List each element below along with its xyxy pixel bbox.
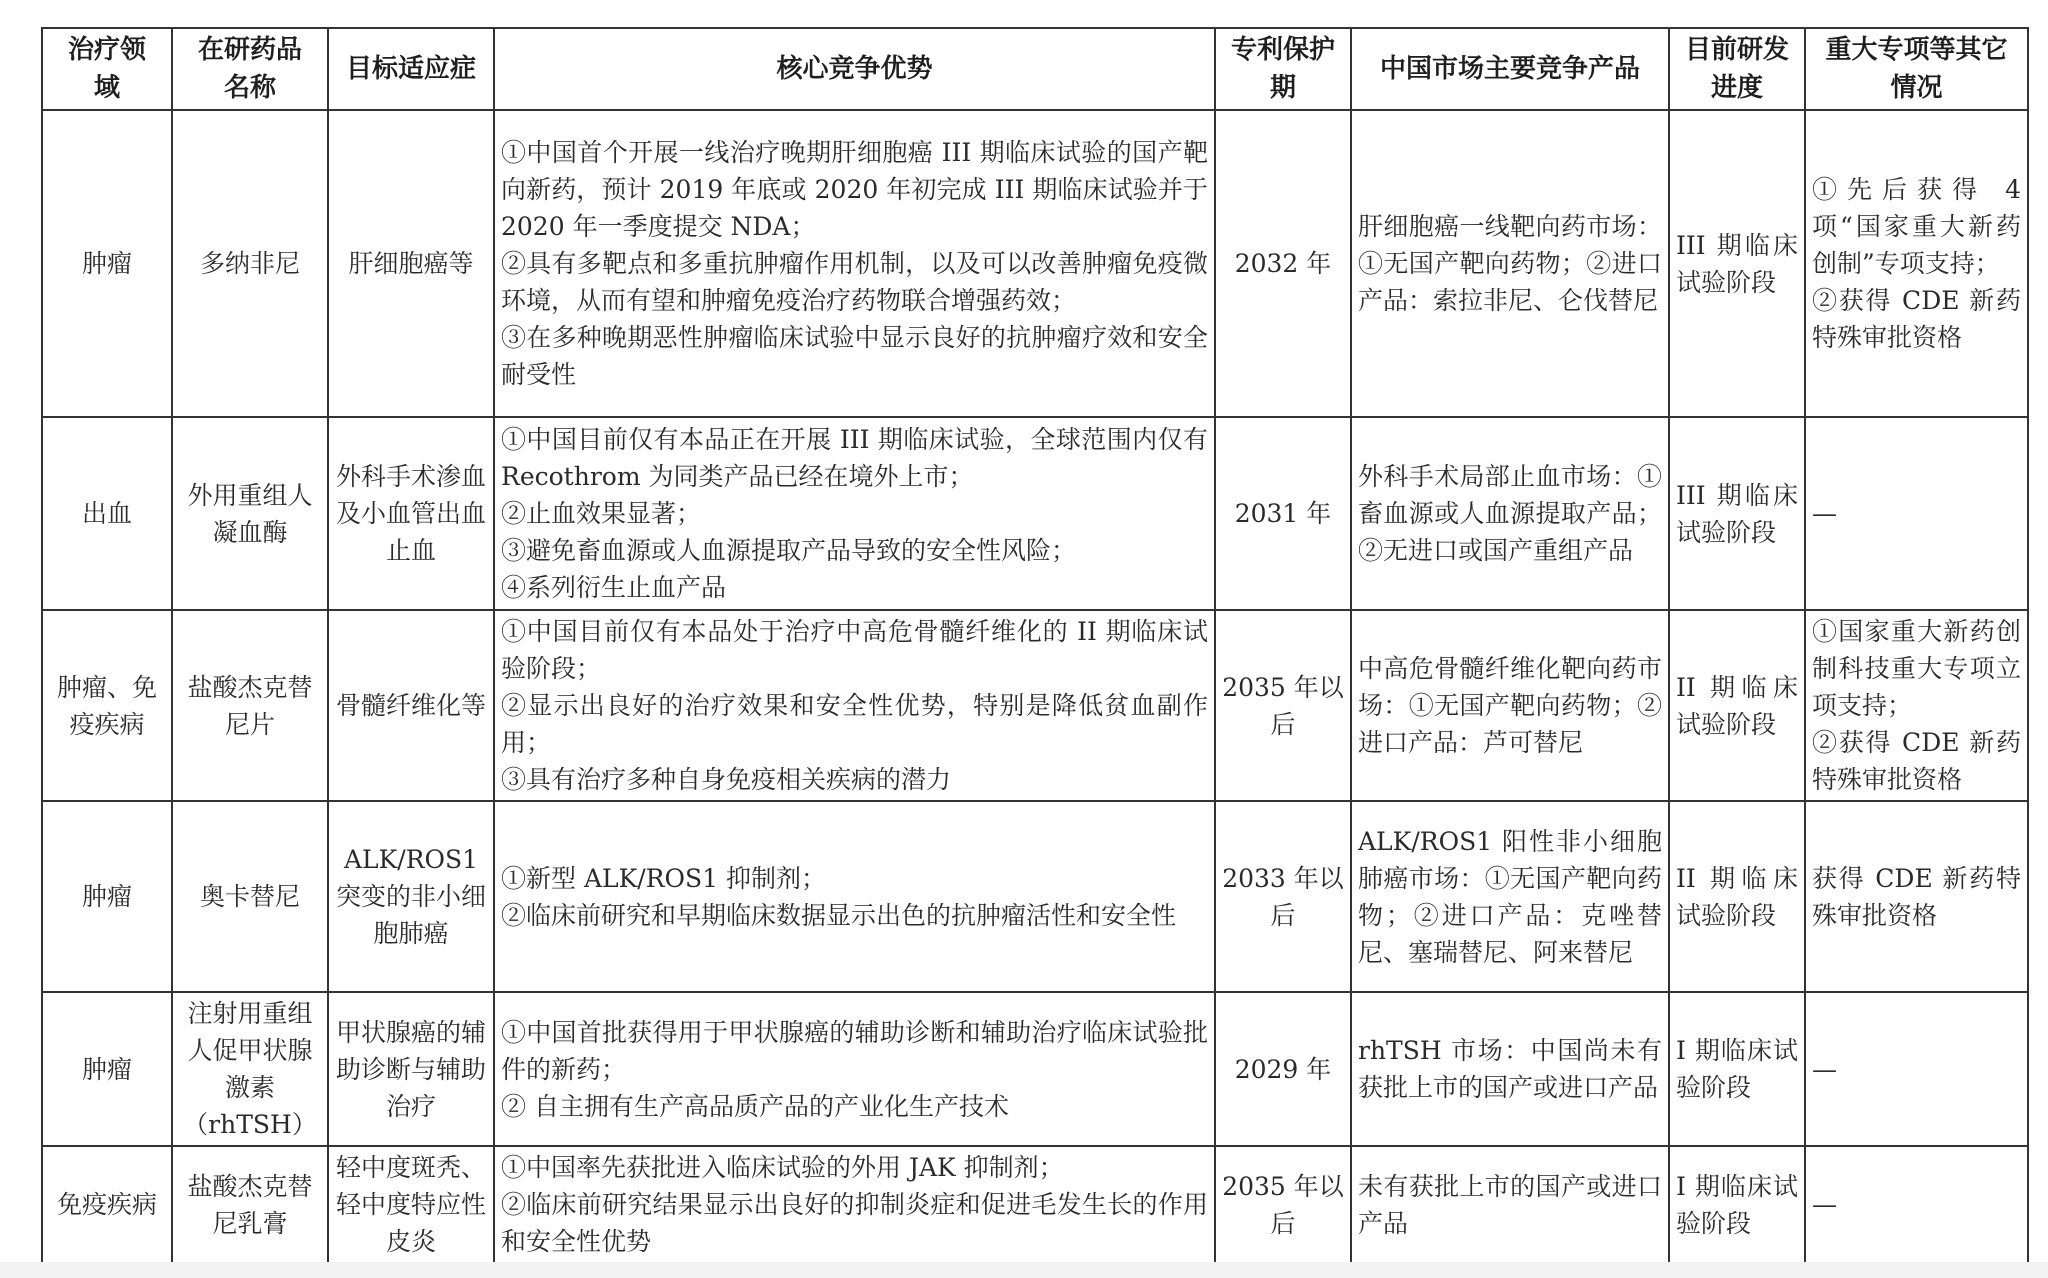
table-row — [42, 610, 2028, 801]
cell-drug: 注射用重组人促甲状腺激素（rhTSH） — [172, 992, 328, 1146]
cell-stage: II 期临床试验阶段 — [1669, 610, 1805, 801]
cell-other: — — [1805, 417, 2028, 610]
cell-advantages: ①中国目前仅有本品正在开展 III 期临床试验，全球范围内仅有 Recothrom 为同类产品已经在境外上市； ②止血效果显著； ③避免畜血源或人血源提取产品导致的安全性风险； ④系列衍生止血产品 — [494, 417, 1215, 610]
cell-drug: 盐酸杰克替尼乳膏 — [172, 1146, 328, 1263]
cell-indication: 肝细胞癌等 — [328, 110, 494, 417]
cell-advantages: ①新型 ALK/ROS1 抑制剂； ②临床前研究和早期临床数据显示出色的抗肿瘤活性和安全性 — [494, 801, 1215, 992]
cell-stage: II 期临床试验阶段 — [1669, 801, 1805, 992]
cell-competitors: 外科手术局部止血市场：①畜血源或人血源提取产品；②无进口或国产重组产品 — [1351, 417, 1669, 610]
cell-patent: 2031 年 — [1215, 417, 1351, 610]
header-drug: 在研药品 名称 — [172, 28, 328, 110]
header-advantages: 核心竞争优势 — [494, 28, 1215, 110]
cell-indication: 外科手术渗血及小血管出血止血 — [328, 417, 494, 610]
cell-area: 肿瘤 — [42, 992, 172, 1146]
cell-patent: 2032 年 — [1215, 110, 1351, 417]
cell-area: 肿瘤、免疫疾病 — [42, 610, 172, 801]
cell-advantages: ①中国首个开展一线治疗晚期肝细胞癌 III 期临床试验的国产靶向新药，预计 2019 年底或 2020 年初完成 III 期临床试验并于 2020 年一季度提交 NDA； ②具有多靶点和多重抗肿瘤作用机制，以及可以改善肿瘤免疫微环境，从而有望和肿瘤免疫治疗药物联合增强药效； ③在多种晚期恶性肿瘤临床试验中显示良好的抗肿瘤疗效和安全耐受性 — [494, 110, 1215, 417]
table-row — [42, 417, 2028, 610]
cell-drug: 奥卡替尼 — [172, 801, 328, 992]
header-other: 重大专项等其它 情况 — [1805, 28, 2028, 110]
cell-patent: 2035 年以后 — [1215, 610, 1351, 801]
cell-area: 肿瘤 — [42, 110, 172, 417]
cell-indication: ALK/ROS1 突变的非小细胞肺癌 — [328, 801, 494, 992]
cell-patent: 2035 年以后 — [1215, 1146, 1351, 1263]
table-row — [42, 801, 2028, 992]
cell-stage: I 期临床试验阶段 — [1669, 1146, 1805, 1263]
cell-competitors: rhTSH 市场：中国尚未有获批上市的国产或进口产品 — [1351, 992, 1669, 1146]
cell-patent: 2029 年 — [1215, 992, 1351, 1146]
cell-competitors: 中高危骨髓纤维化靶向药市场：①无国产靶向药物；②进口产品：芦可替尼 — [1351, 610, 1669, 801]
cell-other: ①国家重大新药创制科技重大专项立项支持； ②获得 CDE 新药特殊审批资格 — [1805, 610, 2028, 801]
cell-competitors: ALK/ROS1 阳性非小细胞肺癌市场：①无国产靶向药物；②进口产品：克唑替尼、塞瑞替尼、阿来替尼 — [1351, 801, 1669, 992]
cell-area: 出血 — [42, 417, 172, 610]
header-indication: 目标适应症 — [328, 28, 494, 110]
cell-indication: 轻中度斑秃、轻中度特应性皮炎 — [328, 1146, 494, 1263]
cell-other: — — [1805, 1146, 2028, 1263]
cell-competitors: 未有获批上市的国产或进口产品 — [1351, 1146, 1669, 1263]
header-area: 治疗领 域 — [42, 28, 172, 110]
cell-other: 获得 CDE 新药特殊审批资格 — [1805, 801, 2028, 992]
page-bottom-band — [0, 1262, 2048, 1278]
cell-area: 肿瘤 — [42, 801, 172, 992]
cell-drug: 外用重组人凝血酶 — [172, 417, 328, 610]
cell-advantages: ①中国目前仅有本品处于治疗中高危骨髓纤维化的 II 期临床试验阶段； ②显示出良好的治疗效果和安全性优势，特别是降低贫血副作用； ③具有治疗多种自身免疫相关疾病的潜力 — [494, 610, 1215, 801]
table-row — [42, 110, 2028, 417]
cell-area: 免疫疾病 — [42, 1146, 172, 1263]
cell-patent: 2033 年以后 — [1215, 801, 1351, 992]
header-patent: 专利保护 期 — [1215, 28, 1351, 110]
header-row — [42, 28, 2028, 110]
header-stage: 目前研发 进度 — [1669, 28, 1805, 110]
cell-advantages: ①中国率先获批进入临床试验的外用 JAK 抑制剂； ②临床前研究结果显示出良好的抑制炎症和促进毛发生长的作用和安全性优势 — [494, 1146, 1215, 1263]
drug-pipeline-table — [41, 27, 2029, 1264]
cell-stage: I 期临床试验阶段 — [1669, 992, 1805, 1146]
cell-indication: 甲状腺癌的辅助诊断与辅助治疗 — [328, 992, 494, 1146]
cell-other: ①先后获得 4 项“国家重大新药创制”专项支持； ②获得 CDE 新药特殊审批资格 — [1805, 110, 2028, 417]
cell-competitors: 肝细胞癌一线靶向药市场：①无国产靶向药物；②进口产品：索拉非尼、仑伐替尼 — [1351, 110, 1669, 417]
table-row — [42, 1146, 2028, 1263]
cell-advantages: ①中国首批获得用于甲状腺癌的辅助诊断和辅助治疗临床试验批件的新药； ② 自主拥有生产高品质产品的产业化生产技术 — [494, 992, 1215, 1146]
cell-drug: 多纳非尼 — [172, 110, 328, 417]
table-row — [42, 992, 2028, 1146]
cell-stage: III 期临床试验阶段 — [1669, 417, 1805, 610]
cell-stage: III 期临床试验阶段 — [1669, 110, 1805, 417]
header-competitors: 中国市场主要竞争产品 — [1351, 28, 1669, 110]
cell-drug: 盐酸杰克替尼片 — [172, 610, 328, 801]
cell-indication: 骨髓纤维化等 — [328, 610, 494, 801]
cell-other: — — [1805, 992, 2028, 1146]
